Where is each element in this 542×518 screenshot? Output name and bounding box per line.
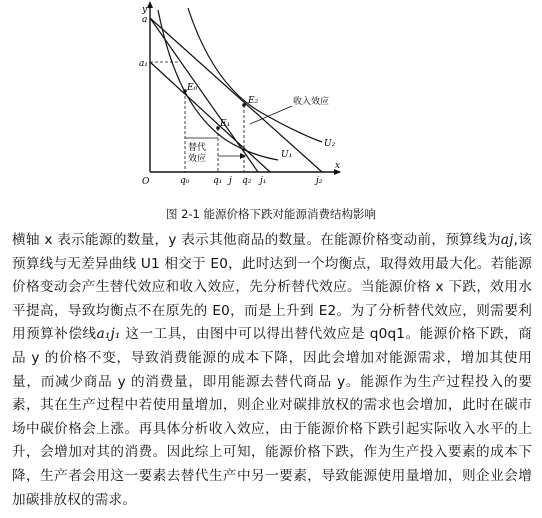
caption-number: 图 2-1 <box>165 207 200 221</box>
budget-line-symbol: aj <box>500 232 514 248</box>
label-e1: E₁ <box>220 119 231 129</box>
label-a: a <box>142 15 148 25</box>
label-j2: j₂ <box>316 176 323 186</box>
label-u2: U₂ <box>324 139 336 149</box>
point-e2 <box>242 103 246 107</box>
label-e2: E₂ <box>248 96 259 106</box>
paragraph-part-3: 这一工具，由图中可以得出替代效应是 q0q1。能源价格下跌，商品 y 的价格不变，导致消费能源的成本下降，因此会增加对能源需求，增加其使用量，而减少商品 y 的消费量，即用能源去替代商品 y。能源作为生产过程投入的要素，其在生产过程中若使用量增加，则企业对碳排放权的需求也会增加，此时在碳市场中碳价格会上涨。再具体分析收入效应，由于能源价格下跌引起实际收入水平的上升，会增加对其的消费。因此综上可知，能源价格下跌，作为生产投入要素的成本下降，生产者会用这一要素去替代生产中另一要素，导致能源使用量增加，则企业会增加碳排放权的需求。 <box>12 326 532 508</box>
label-income-effect: 收入效应 <box>293 97 330 107</box>
label-q2: q₂ <box>242 176 252 186</box>
label-u1: U₁ <box>281 150 293 160</box>
label-q0: q₀ <box>180 176 190 186</box>
caption-text: 能源价格下跌对能源消费结构影响 <box>203 207 377 221</box>
label-substitution-2: 效应 <box>188 154 207 164</box>
income-effect-arrow <box>250 106 292 124</box>
figure-caption <box>0 206 542 222</box>
body-paragraph <box>12 229 532 512</box>
indifference-curve-figure <box>0 0 542 190</box>
compensated-line-symbol: a₁j₁ <box>96 326 121 343</box>
paragraph-part-2: ,该预算线与无差异曲线 U1 相交于 E0，此时达到一个均衡点，取得效用最大化。若能源价格变动会产生替代效应和收入效应，先分析替代效应。当能源价格 x 下跌，效用水平提高，导致均衡点不在原先的 E0，而是上升到 E2。为了分析替代效应，则需要利用预算补偿线 <box>12 232 532 343</box>
indifference-curve-u1 <box>158 10 278 160</box>
label-a1: a₁ <box>139 59 148 69</box>
label-x: x <box>335 161 341 171</box>
label-j1: j₁ <box>260 176 267 186</box>
paragraph-part-1: 横轴 x 表示能源的数量，y 表示其他商品的数量。在能源价格变动前，预算线为 <box>12 232 501 248</box>
label-origin: O <box>142 177 150 187</box>
label-j: j <box>229 176 232 186</box>
label-e0: E₀ <box>187 83 198 93</box>
budget-line-aj2 <box>150 18 322 172</box>
label-substitution-1: 替代 <box>188 143 207 153</box>
figure-graph <box>0 0 542 190</box>
label-y: y <box>142 5 148 15</box>
label-q1: q₁ <box>213 176 223 186</box>
compensated-budget-line <box>150 62 270 172</box>
